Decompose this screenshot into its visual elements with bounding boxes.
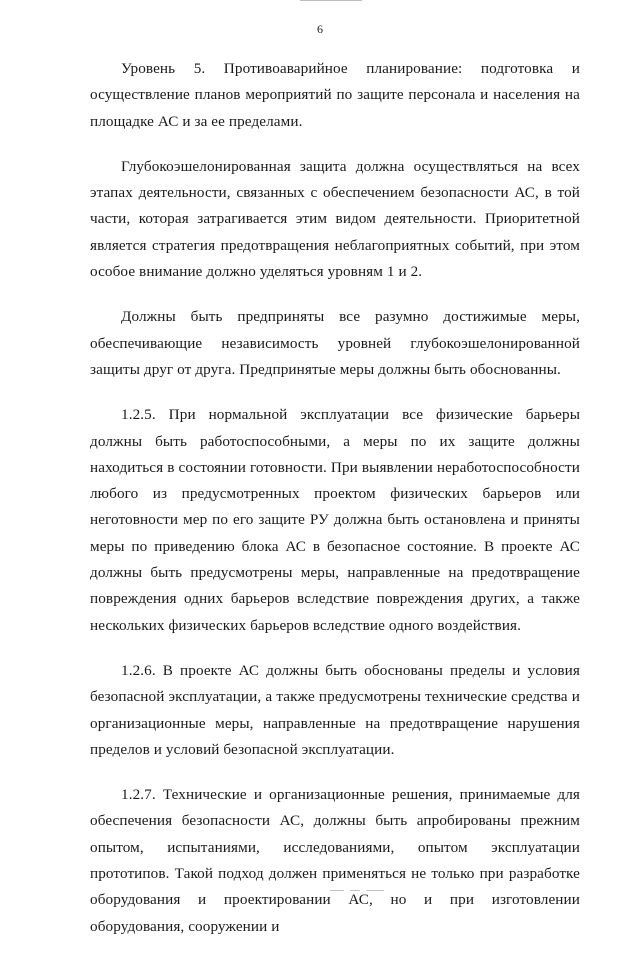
page-number: 6: [317, 22, 323, 36]
document-body: [90, 56, 580, 959]
paragraph-level-5: Уровень 5. Противоаварийное планирование: подготовка и осуществление планов мероприятий по защите персонала и населения на площадке АС и за ее пределами.: [90, 60, 580, 130]
scan-edge-line: [300, 0, 362, 1]
paragraph-defense-in-depth: Глубокоэшелонированная защита должна осуществляться на всех этапах деятельности, связанных с обеспечением безопасности АС, в той части, которая затрагивается этим видом деятельности. Приоритетной является стратегия предотвращения неблагоприятных событий, при этом особое внимание должно уделяться уровням 1 и 2.: [90, 157, 580, 281]
paragraph-1-2-6: 1.2.6. В проекте АС должны быть обоснованы пределы и условия безопасной эксплуатации, а также предусмотрены технические средства и организационные меры, направленные на предотвращение нарушения пределов и условий безопасной эксплуатации.: [90, 661, 580, 758]
paragraph-1-2-7: 1.2.7. Технические и организационные решения, принимаемые для обеспечения безопасности АС, должны быть апробированы прежним опытом, испытаниями, исследованиями, опытом эксплуатации прототипов. Такой подход должен применяться не только при разработке оборудования и проектировании АС, но и при изготовлении оборудования, сооружении и: [90, 786, 580, 935]
paragraph-1-2-5: 1.2.5. При нормальной эксплуатации все физические барьеры должны быть работоспособными, а меры по их защите должны находиться в состоянии готовности. При выявлении неработоспособности любого из предусмотренных проектом физических барьеров или неготовности мер по его защите РУ должна быть остановлена и приняты меры по приведению блока АС в безопасное состояние. В проекте АС должны быть предусмотрены меры, направленные на предотвращение повреждения одних барьеров вследствие повреждения других, а также нескольких физических барьеров вследствие одного воздействия.: [90, 406, 580, 634]
scan-artifact-marks: [330, 890, 410, 902]
paragraph-independence-measures: Должны быть предприняты все разумно достижимые меры, обеспечивающие независимость уровней глубокоэшелонированной защиты друг от друга. Предпринятые меры должны быть обоснованны.: [90, 308, 580, 378]
